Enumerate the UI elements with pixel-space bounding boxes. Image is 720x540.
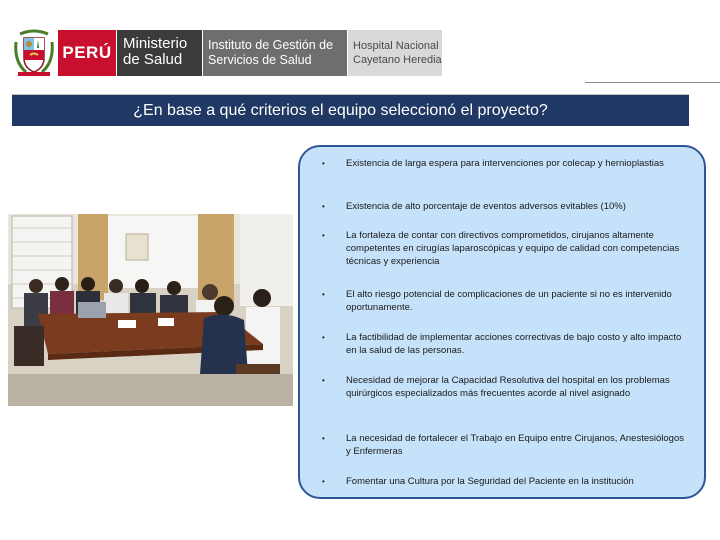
meeting-photo bbox=[8, 214, 293, 406]
bullet-icon: • bbox=[322, 202, 325, 211]
bullet-icon: • bbox=[322, 434, 325, 443]
bullet-icon: • bbox=[322, 231, 325, 240]
slide-title: ¿En base a qué criterios el equipo seleccionó el proyecto? bbox=[133, 101, 548, 119]
peru-coat-of-arms-icon bbox=[12, 28, 56, 78]
slide-title-bar bbox=[12, 94, 689, 126]
header-logos bbox=[12, 28, 442, 78]
header-divider bbox=[585, 82, 720, 83]
bullet-icon: • bbox=[322, 477, 325, 486]
hospital-label: Hospital Nacional Cayetano Heredia bbox=[348, 30, 442, 76]
institute-label: Instituto de Gestión de Servicios de Salud bbox=[203, 30, 347, 76]
peru-label: PERÚ bbox=[58, 30, 116, 76]
ministry-label: Ministerio de Salud bbox=[117, 30, 202, 76]
bullet-icon: • bbox=[322, 376, 325, 385]
bullet-icon: • bbox=[322, 333, 325, 342]
bullet-icon: • bbox=[322, 290, 325, 299]
bullet-icon: • bbox=[322, 159, 325, 168]
